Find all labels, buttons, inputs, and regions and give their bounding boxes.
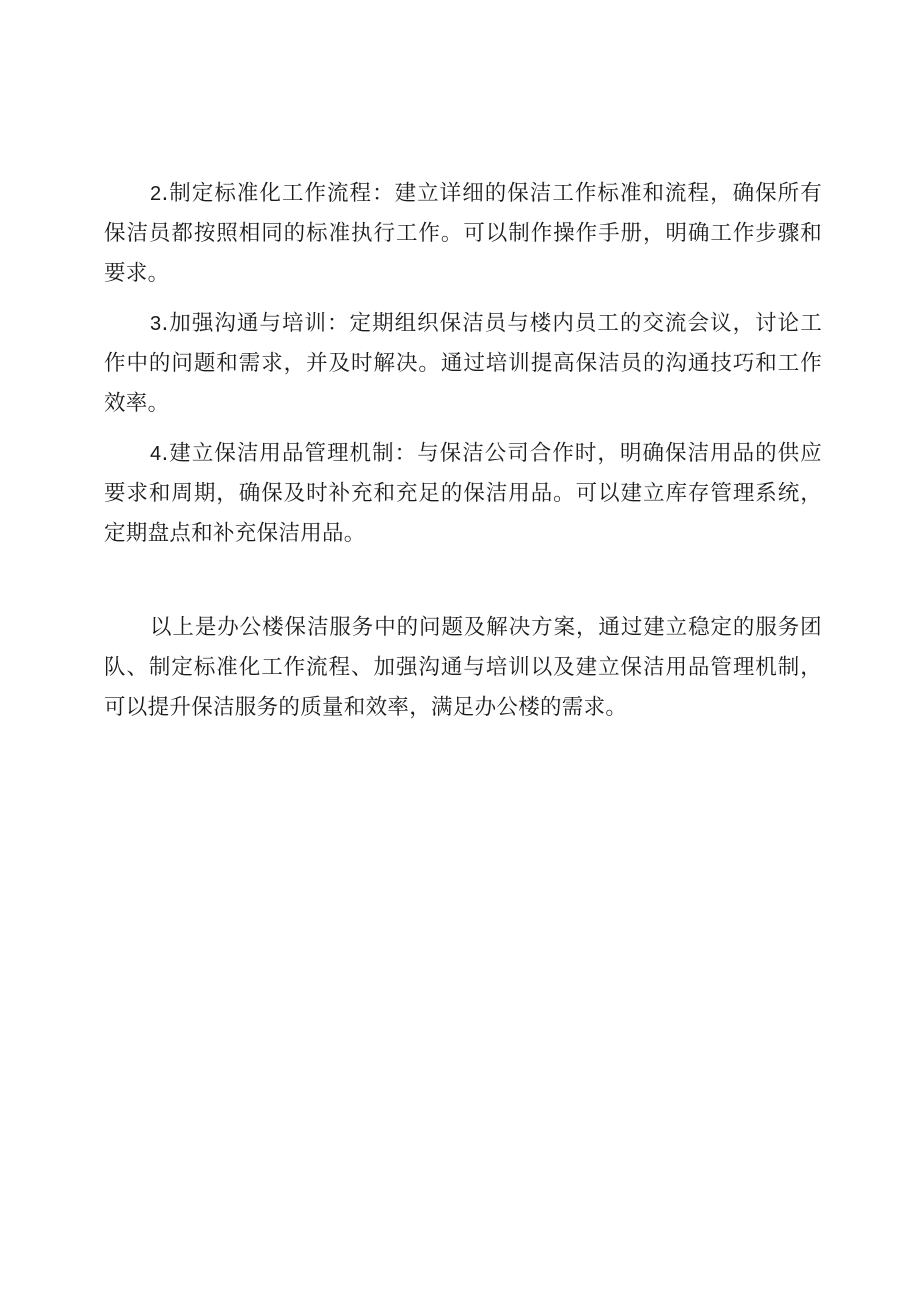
item-number: 2 (150, 183, 162, 205)
list-item-3 (104, 304, 822, 424)
item-text: .加强沟通与培训：定期组织保洁员与楼内员工的交流会议，讨论工作中的问题和需求，并及时解决。通过培训提高保洁员的沟通技巧和工作效率。 (104, 311, 822, 416)
item-number: 3 (150, 313, 162, 335)
list-item-4 (104, 434, 822, 554)
item-number: 4 (150, 443, 162, 465)
item-text: .制定标准化工作流程：建立详细的保洁工作标准和流程，确保所有保洁员都按照相同的标准执行工作。可以制作操作手册，明确工作步骤和要求。 (104, 181, 822, 286)
summary-paragraph: 以上是办公楼保洁服务中的问题及解决方案，通过建立稳定的服务团队、制定标准化工作流程、加强沟通与培训以及建立保洁用品管理机制，可以提升保洁服务的质量和效率，满足办公楼的需求。 (104, 615, 822, 720)
document-body (104, 174, 822, 728)
item-text: .建立保洁用品管理机制：与保洁公司合作时，明确保洁用品的供应要求和周期，确保及时补充和充足的保洁用品。可以建立库存管理系统，定期盘点和补充保洁用品。 (104, 441, 822, 546)
list-item-2 (104, 174, 822, 294)
